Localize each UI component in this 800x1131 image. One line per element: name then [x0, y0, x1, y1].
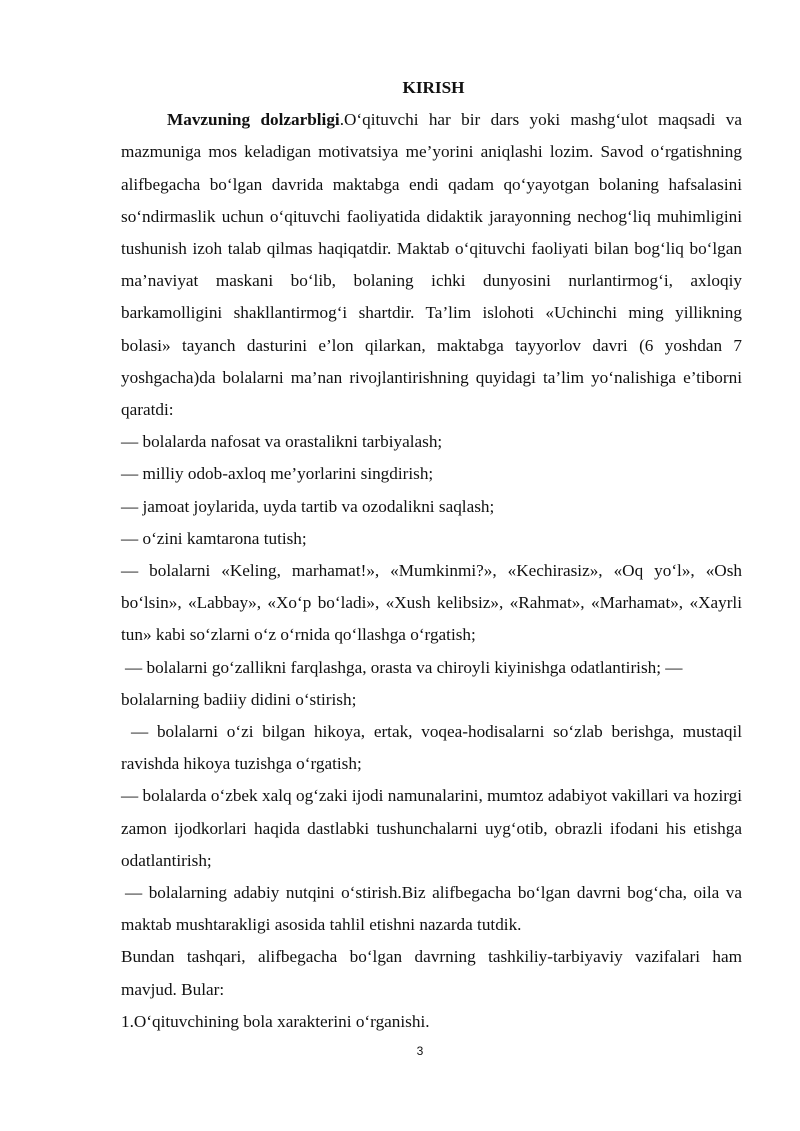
list-item: — o‘zini kamtarona tutish; — [121, 528, 307, 548]
page-content — [121, 72, 742, 1038]
list-item: — jamoat joylarida, uyda tartib va ozodalikni saqlash; — [121, 496, 495, 516]
list-item: — bolalarda o‘zbek xalq og‘zaki ijodi namunalarini, mumtoz adabiyot vakillari va hozirgi zamon ijodkorlari haqida dastlabki tushunchalarni uyg‘otib, obrazli ifodani his etishga odatlantirish; — [121, 786, 742, 870]
list-item: — bolalarning adabiy nutqini o‘stirish.Biz alifbegacha bo‘lgan davrni bog‘cha, oila va maktab mushtarakligi asosida tahlil etishni nazarda tutdik. — [121, 883, 742, 935]
list-item: — bolalarni o‘zi bilgan hikoya, ertak, voqea-hodisalarni so‘zlab berishga, mustaqil ravishda hikoya tuzishga o‘rgatish; — [121, 722, 742, 774]
intro-paragraph — [121, 104, 742, 426]
list-item: — bolalarda nafosat va orastalikni tarbiyalash; — [121, 432, 443, 452]
section-title: KIRISH — [402, 78, 465, 97]
list-item: — bolalarni «Keling, marhamat!», «Mumkinmi?», «Kechirasiz», «Oq yo‘l», «Osh bo‘lsin», «Labbay», «Xo‘p bo‘ladi», «Xush kelibsiz», «Rahmat», «Marhamat», «Xayrli tun» kabi so‘zlarni o‘z o‘rnida qo‘llashga o‘rgatish; — [121, 561, 742, 645]
numbered-item: 1.O‘qituvchining bola xarakterini o‘rganishi. — [121, 1011, 430, 1031]
closing-paragraph: Bundan tashqari, alifbegacha bo‘lgan davrning tashkiliy-tarbiyaviy vazifalari ham mavjud. Bular: — [121, 947, 742, 999]
intro-text: .O‘qituvchi har bir dars yoki mashg‘ulot maqsadi va mazmuniga mos keladigan motivatsiya me’yorini aniqlashi lozim. Savod o‘rgatishning alifbegacha bo‘lgan davrida maktabga endi qadam qo‘yayotgan bolaning hafsalasini so‘ndirmaslik uchun o‘qituvchi faoliyatida didaktik jarayonning nechog‘liq muhimligini tushunish izoh talab qilmas haqiqatdir. Maktab o‘qituvchi faoliyati bilan bog‘liq bo‘lgan ma’naviyat maskani bo‘lib, bolaning ichki dunyosini nurlantirmog‘i, axloqiy barkamolligini shakllantirmog‘i shartdir. Ta’lim islohoti «Uchinchi ming yillikning bolasi» tayanch dasturini e’lon qilarkan, maktabga tayyorlov davri (6 yoshdan 7 yoshgacha)da bolalarni ma’nan rivojlantirishning quyidagi ta’lim yo‘nalishiga e’tiborni qaratdi: — [121, 110, 743, 420]
list-item: — milliy odob-axloq me’yorlarini singdirish; — [121, 464, 434, 484]
page-number: 3 — [416, 1044, 424, 1058]
intro-lead: Mavzuning dolzarbligi — [167, 110, 340, 130]
list-item: — bolalarni go‘zallikni farqlashga, orasta va chiroyli kiyinishga odatlantirish; — bolalarning badiiy didini o‘stirish; — [121, 657, 683, 709]
